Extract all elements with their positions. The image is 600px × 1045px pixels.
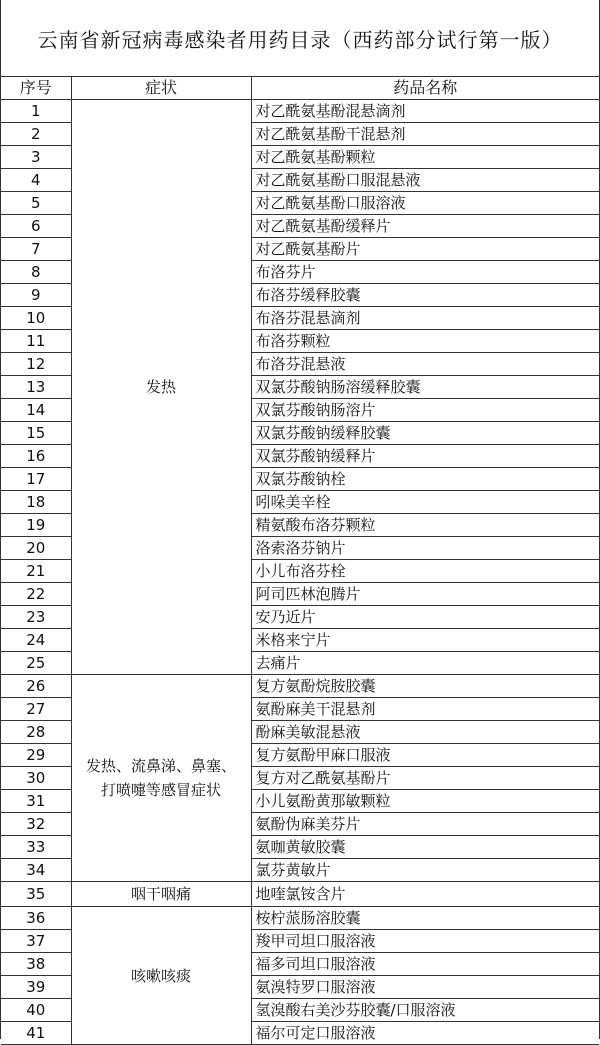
serial-number-cell: 23 [1,606,71,629]
table-header-row [1,77,599,100]
serial-number-cell: 14 [1,399,71,422]
serial-number-cell: 33 [1,836,71,859]
header-drug-name: 药品名称 [251,77,599,100]
serial-number-cell: 10 [1,307,71,330]
serial-number-cell: 3 [1,146,71,169]
serial-number-cell: 12 [1,353,71,376]
serial-number-cell: 1 [1,100,71,123]
drug-name-cell: 氯芬黄敏片 [251,859,599,882]
drug-name-cell: 氨咖黄敏胶囊 [251,836,599,859]
drug-name-cell: 对乙酰氨基酚缓释片 [251,215,599,238]
symptom-cell: 咳嗽咳痰 [71,907,251,1045]
serial-number-cell: 6 [1,215,71,238]
serial-number-cell: 27 [1,698,71,721]
drug-name-cell: 羧甲司坦口服溶液 [251,930,599,953]
drug-name-cell: 小儿氨酚黄那敏颗粒 [251,790,599,813]
drug-name-cell: 去痛片 [251,652,599,675]
drug-name-cell: 对乙酰氨基酚干混悬剂 [251,123,599,146]
table-body [1,100,599,1045]
serial-number-cell: 28 [1,721,71,744]
drug-name-cell: 氢溴酸右美沙芬胶囊/口服溶液 [251,999,599,1022]
drug-name-cell: 安乃近片 [251,606,599,629]
serial-number-cell: 37 [1,930,71,953]
drug-name-cell: 吲哚美辛栓 [251,491,599,514]
table-row [1,882,599,907]
serial-number-cell: 38 [1,953,71,976]
serial-number-cell: 29 [1,744,71,767]
serial-number-cell: 41 [1,1022,71,1045]
drug-name-cell: 氨溴特罗口服溶液 [251,976,599,999]
drug-name-cell: 小儿布洛芬栓 [251,560,599,583]
drug-name-cell: 布洛芬混悬液 [251,353,599,376]
serial-number-cell: 34 [1,859,71,882]
drug-name-cell: 氨酚伪麻美芬片 [251,813,599,836]
drug-name-cell: 布洛芬颗粒 [251,330,599,353]
medication-table [1,77,599,1045]
drug-name-cell: 氨酚麻美干混悬剂 [251,698,599,721]
drug-name-cell: 对乙酰氨基酚混悬滴剂 [251,100,599,123]
document-title: 云南省新冠病毒感染者用药目录（西药部分试行第一版） [1,0,599,77]
serial-number-cell: 16 [1,445,71,468]
header-serial-number: 序号 [1,77,71,100]
drug-name-cell: 米格来宁片 [251,629,599,652]
drug-name-cell: 对乙酰氨基酚颗粒 [251,146,599,169]
drug-name-cell: 布洛芬片 [251,261,599,284]
drug-name-cell: 复方氨酚甲麻口服液 [251,744,599,767]
drug-name-cell: 双氯芬酸钠肠溶缓释胶囊 [251,376,599,399]
serial-number-cell: 2 [1,123,71,146]
drug-name-cell: 福尔可定口服溶液 [251,1022,599,1045]
drug-name-cell: 酚麻美敏混悬液 [251,721,599,744]
symptom-cell: 发热 [71,100,251,675]
table-row [1,100,599,123]
symptom-cell: 咽干咽痛 [71,882,251,907]
serial-number-cell: 20 [1,537,71,560]
serial-number-cell: 40 [1,999,71,1022]
drug-name-cell: 布洛芬缓释胶囊 [251,284,599,307]
serial-number-cell: 25 [1,652,71,675]
serial-number-cell: 30 [1,767,71,790]
drug-name-cell: 福多司坦口服溶液 [251,953,599,976]
symptom-cell: 发热、流鼻涕、鼻塞、打喷嚏等感冒症状 [71,675,251,882]
serial-number-cell: 39 [1,976,71,999]
serial-number-cell: 13 [1,376,71,399]
serial-number-cell: 15 [1,422,71,445]
table-row [1,675,599,698]
serial-number-cell: 5 [1,192,71,215]
drug-name-cell: 复方氨酚烷胺胶囊 [251,675,599,698]
drug-name-cell: 对乙酰氨基酚片 [251,238,599,261]
serial-number-cell: 18 [1,491,71,514]
serial-number-cell: 9 [1,284,71,307]
table-row [1,907,599,930]
serial-number-cell: 36 [1,907,71,930]
drug-name-cell: 双氯芬酸钠缓释胶囊 [251,422,599,445]
serial-number-cell: 17 [1,468,71,491]
serial-number-cell: 22 [1,583,71,606]
drug-name-cell: 精氨酸布洛芬颗粒 [251,514,599,537]
serial-number-cell: 4 [1,169,71,192]
drug-name-cell: 对乙酰氨基酚口服混悬液 [251,169,599,192]
serial-number-cell: 26 [1,675,71,698]
serial-number-cell: 31 [1,790,71,813]
serial-number-cell: 21 [1,560,71,583]
drug-name-cell: 布洛芬混悬滴剂 [251,307,599,330]
serial-number-cell: 7 [1,238,71,261]
serial-number-cell: 11 [1,330,71,353]
drug-name-cell: 双氯芬酸钠栓 [251,468,599,491]
serial-number-cell: 24 [1,629,71,652]
drug-name-cell: 桉柠蒎肠溶胶囊 [251,907,599,930]
drug-name-cell: 地喹氯铵含片 [251,882,599,907]
header-symptom: 症状 [71,77,251,100]
drug-name-cell: 对乙酰氨基酚口服溶液 [251,192,599,215]
serial-number-cell: 19 [1,514,71,537]
serial-number-cell: 35 [1,882,71,907]
drug-name-cell: 双氯芬酸钠肠溶片 [251,399,599,422]
serial-number-cell: 32 [1,813,71,836]
drug-name-cell: 复方对乙酰氨基酚片 [251,767,599,790]
drug-name-cell: 洛索洛芬钠片 [251,537,599,560]
serial-number-cell: 8 [1,261,71,284]
drug-name-cell: 双氯芬酸钠缓释片 [251,445,599,468]
drug-name-cell: 阿司匹林泡腾片 [251,583,599,606]
